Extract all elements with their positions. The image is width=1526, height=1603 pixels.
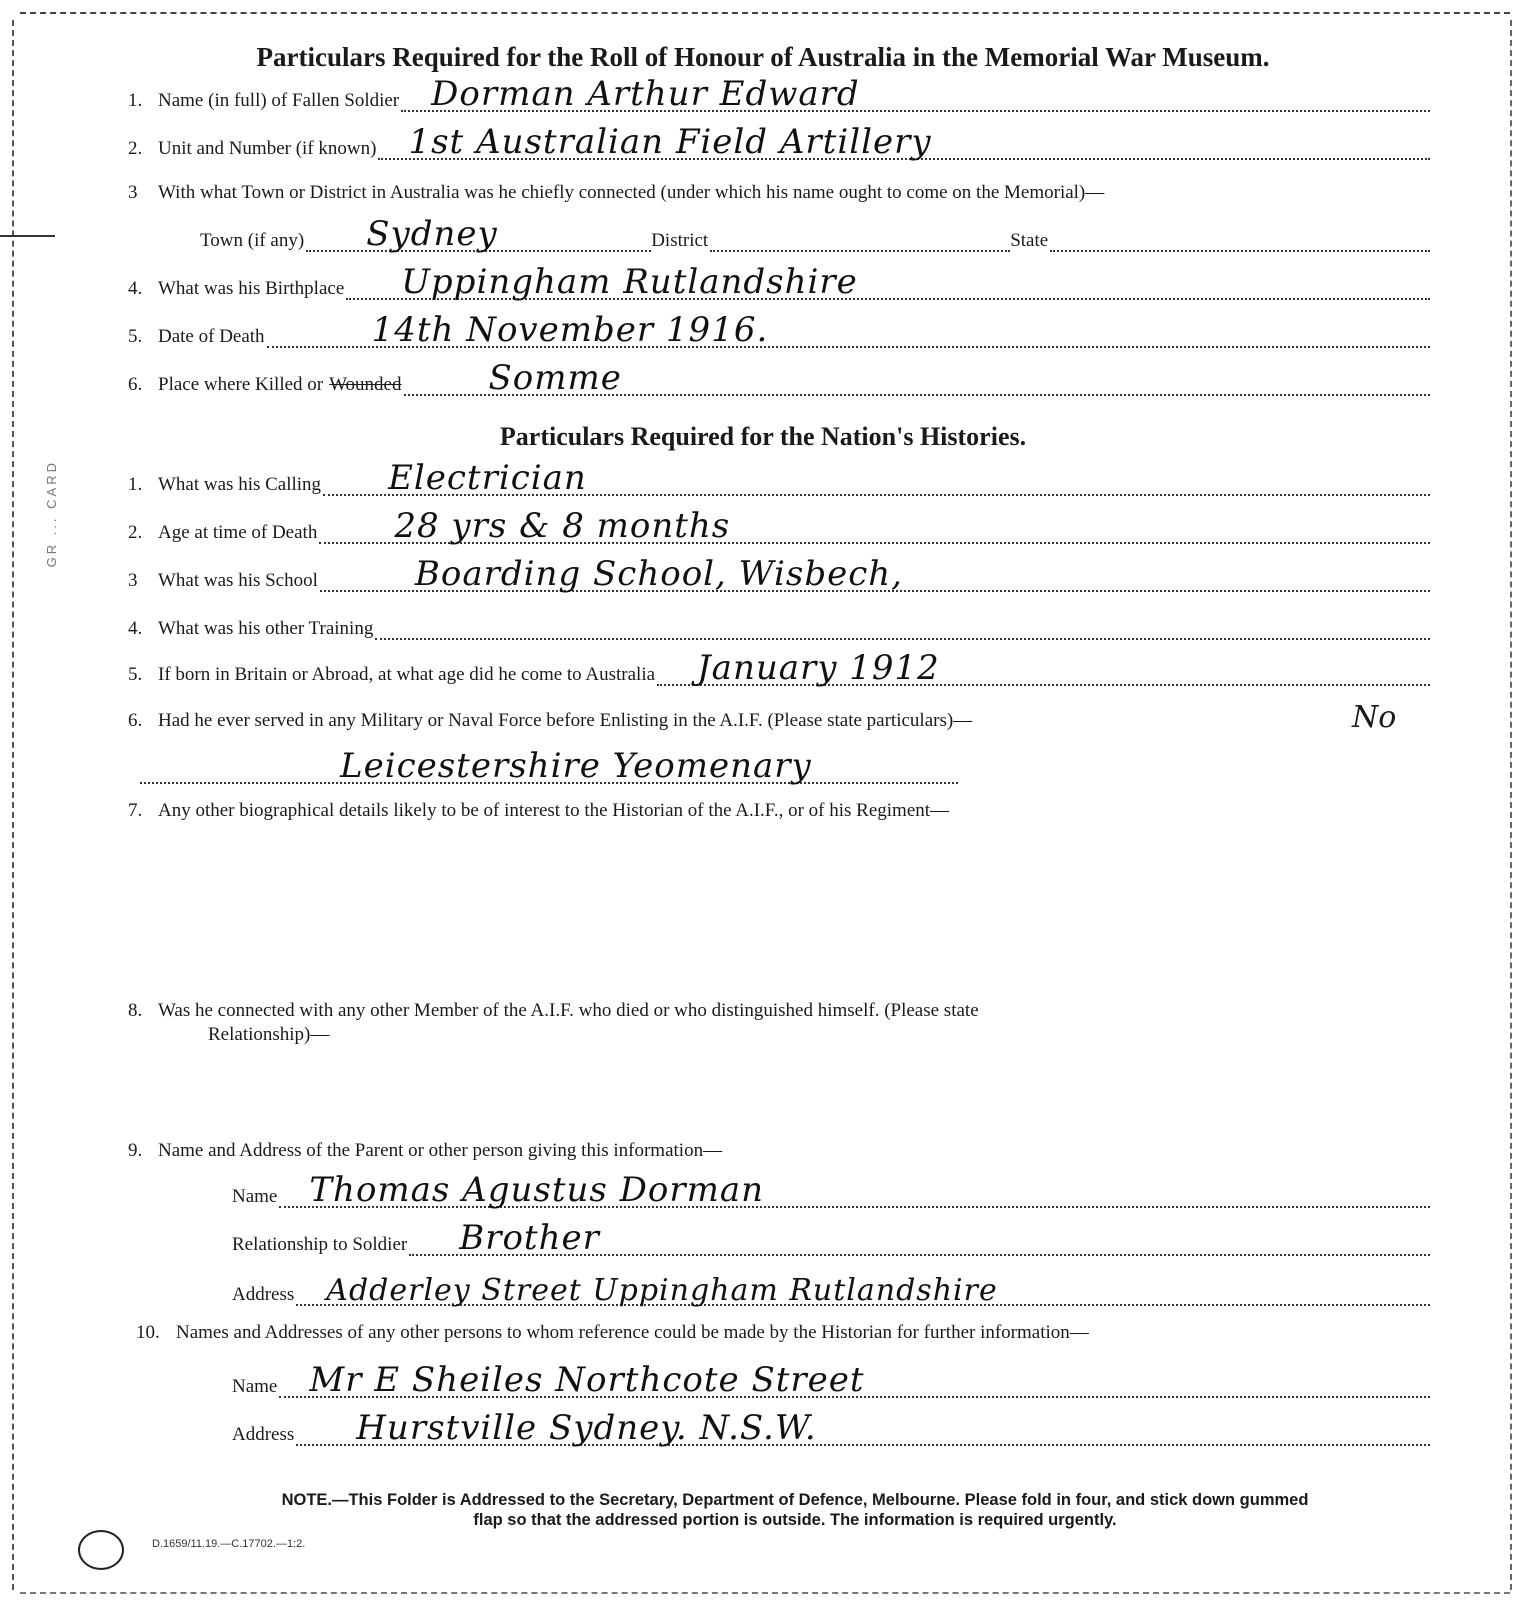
q9-relationship-row bbox=[232, 1218, 1430, 1258]
q-number: 5. bbox=[128, 326, 143, 347]
perforation-left bbox=[12, 20, 14, 1590]
q-number: 4. bbox=[128, 278, 143, 299]
hist-q8-cont: Relationship)— bbox=[208, 1024, 330, 1045]
answer-handwritten: Electrician bbox=[388, 458, 587, 498]
q-number: 1. bbox=[128, 474, 143, 495]
q9-name-row bbox=[232, 1170, 1430, 1210]
q-label: Name and Address of the Parent or other person giving this information— bbox=[158, 1140, 723, 1161]
roll-q2 bbox=[128, 122, 1430, 162]
hist-q8 bbox=[128, 1000, 979, 1022]
answer-handwritten: Uppingham Rutlandshire bbox=[401, 262, 858, 302]
form-title: Particulars Required for the Roll of Honour of Australia in the Memorial War Museum. bbox=[256, 42, 1270, 72]
answer-handwritten: Boarding School, Wisbech, bbox=[414, 554, 903, 594]
answer-line bbox=[279, 1170, 1430, 1210]
answer-handwritten: Somme bbox=[488, 358, 622, 398]
q10-address-row bbox=[232, 1408, 1430, 1448]
q-label: What was his other Training bbox=[158, 618, 374, 639]
address-label: Address bbox=[232, 1284, 295, 1305]
answer-handwritten: Hurstville Sydney. N.S.W. bbox=[356, 1408, 817, 1448]
answer-handwritten: 14th November 1916. bbox=[371, 310, 769, 350]
answer-handwritten: Brother bbox=[459, 1218, 600, 1258]
q-number: 6. bbox=[128, 374, 143, 395]
q-label: What was his Calling bbox=[158, 474, 322, 495]
q-label: Any other biographical details likely to be of interest to the Historian of the A.I.F., or of his Regiment— bbox=[158, 800, 950, 821]
perforation-bottom bbox=[20, 1592, 1510, 1594]
q-label: Place where Killed or bbox=[158, 374, 324, 395]
answer-handwritten: Dorman Arthur Edward bbox=[431, 74, 860, 114]
answer-line bbox=[378, 122, 1430, 162]
q-label: What was his School bbox=[158, 570, 318, 591]
q-number: 4. bbox=[128, 618, 143, 639]
district-line bbox=[710, 228, 1010, 252]
roll-q3 bbox=[128, 182, 1104, 204]
q-number: 2. bbox=[128, 138, 143, 159]
answer-handwritten: Thomas Agustus Dorman bbox=[309, 1170, 765, 1210]
q-label: Name (in full) of Fallen Soldier bbox=[158, 90, 400, 111]
name-label: Name bbox=[232, 1376, 278, 1397]
answer-handwritten: 1st Australian Field Artillery bbox=[408, 122, 932, 162]
answer-line bbox=[404, 358, 1431, 398]
answer-line bbox=[319, 506, 1430, 546]
hist-q4 bbox=[128, 616, 1430, 640]
address-label: Address bbox=[232, 1424, 295, 1445]
district-label: District bbox=[651, 230, 709, 251]
q-number: 9. bbox=[128, 1140, 143, 1161]
answer-handwritten: Mr E Sheiles Northcote Street bbox=[309, 1360, 865, 1400]
roll-q6 bbox=[128, 358, 1430, 398]
q-label: Had he ever served in any Military or Naval Force before Enlisting in the A.I.F. (Please state particulars)— bbox=[158, 710, 973, 731]
hist-q2 bbox=[128, 506, 1430, 546]
q-number: 6. bbox=[128, 710, 143, 731]
answer-line bbox=[140, 746, 958, 786]
roll-q4 bbox=[128, 262, 1430, 302]
q-number: 2. bbox=[128, 522, 143, 543]
q-number: 5. bbox=[128, 664, 143, 685]
q-number: 8. bbox=[128, 1000, 143, 1021]
q-label: Age at time of Death bbox=[158, 522, 318, 543]
hist-q10 bbox=[136, 1322, 1089, 1344]
q9-address-row bbox=[232, 1273, 1430, 1308]
answer-handwritten: 28 yrs & 8 months bbox=[394, 506, 731, 546]
punch-hole bbox=[78, 1530, 124, 1570]
town-line bbox=[306, 214, 651, 254]
fold-mark bbox=[0, 235, 55, 237]
answer-line bbox=[323, 458, 1430, 498]
q-label: Date of Death bbox=[158, 326, 265, 347]
answer-line bbox=[320, 554, 1430, 594]
town-answer: Sydney bbox=[366, 214, 498, 254]
perforation-right bbox=[1510, 20, 1512, 1590]
q-number: 7. bbox=[128, 800, 143, 821]
roll-town-row bbox=[200, 214, 1430, 254]
hist-q1 bbox=[128, 458, 1430, 498]
q6-nil-mark: No bbox=[1352, 700, 1397, 735]
answer-line bbox=[267, 310, 1430, 350]
note-line-1: NOTE.—This Folder is Addressed to the Secretary, Department of Defence, Melbourne. Please fold in four, and stick down gummed bbox=[281, 1491, 1309, 1509]
town-label: Town (if any) bbox=[200, 230, 305, 251]
hist-q7 bbox=[128, 800, 949, 822]
relationship-label: Relationship to Soldier bbox=[232, 1234, 408, 1255]
q-number: 3 bbox=[128, 182, 138, 203]
q-label: With what Town or District in Australia was he chiefly connected (under which his name ought to come on the Memorial)— bbox=[158, 182, 1105, 203]
answer-line bbox=[375, 616, 1430, 640]
answer-line bbox=[657, 648, 1430, 688]
answer-handwritten: January 1912 bbox=[697, 648, 940, 688]
hist-q9 bbox=[128, 1140, 722, 1162]
roll-q1 bbox=[128, 74, 1430, 114]
answer-line bbox=[296, 1273, 1430, 1308]
q10-name-row bbox=[232, 1360, 1430, 1400]
state-label: State bbox=[1010, 230, 1049, 251]
footer-note bbox=[150, 1490, 1440, 1530]
perforation-top bbox=[20, 12, 1510, 14]
q-label: What was his Birthplace bbox=[158, 278, 345, 299]
hist-q6-answer-row bbox=[138, 746, 958, 786]
side-stamp-text: GR ... CARD bbox=[44, 460, 59, 568]
q-label: If born in Britain or Abroad, at what age did he come to Australia bbox=[158, 664, 656, 685]
answer-line bbox=[279, 1360, 1430, 1400]
q-label-struck: Wounded bbox=[329, 374, 402, 395]
answer-line bbox=[346, 262, 1430, 302]
q-label: Unit and Number (if known) bbox=[158, 138, 377, 159]
state-line bbox=[1050, 228, 1430, 252]
q-label: Names and Addresses of any other persons to whom reference could be made by the Historian for further information— bbox=[176, 1322, 1089, 1343]
answer-line bbox=[409, 1218, 1430, 1258]
roll-q5 bbox=[128, 310, 1430, 350]
q-number: 1. bbox=[128, 90, 143, 111]
histories-heading: Particulars Required for the Nation's Histories. bbox=[499, 422, 1027, 451]
answer-line bbox=[296, 1408, 1430, 1448]
hist-q6 bbox=[128, 710, 972, 732]
note-line-2: flap so that the addressed portion is outside. The information is required urgently. bbox=[473, 1511, 1117, 1529]
answer-handwritten: Leicestershire Yeomenary bbox=[340, 746, 812, 786]
answer-handwritten: Adderley Street Uppingham Rutlandshire bbox=[326, 1273, 998, 1308]
q-label: Was he connected with any other Member of the A.I.F. who died or who distinguished himself. (Please state bbox=[158, 1000, 979, 1021]
hist-q5 bbox=[128, 648, 1430, 688]
print-code: D.1659/11.19.—C.17702.—1:2. bbox=[152, 1538, 306, 1550]
q-number: 10. bbox=[136, 1322, 160, 1343]
q-number: 3 bbox=[128, 570, 138, 591]
hist-q3 bbox=[128, 554, 1430, 594]
name-label: Name bbox=[232, 1186, 278, 1207]
answer-line bbox=[401, 74, 1430, 114]
